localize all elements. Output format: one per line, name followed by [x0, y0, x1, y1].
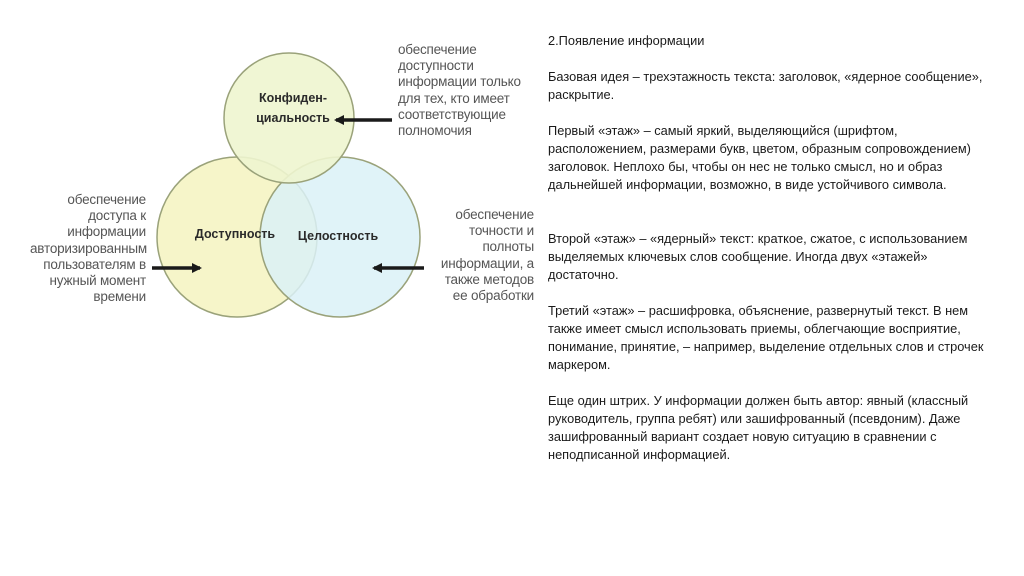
paragraph-author: Еще один штрих. У информации должен быть автор: явный (классный руководитель, группа ребят) или зашифрованный (псевдоним). Даже зашифрованный вариант создает новую ситуацию в сравнении с неподписанной информацией.: [548, 393, 969, 462]
paragraph-second-floor: Второй «этаж» – «ядерный» текст: краткое, сжатое, с использованием выделяемых ключевых слов сообщение. Иногда двух «этажей» достаточно.: [548, 231, 968, 282]
confidentiality-label: Конфиден- циальность: [256, 91, 330, 125]
paragraph-third-floor: Третий «этаж» – расшифровка, объяснение, развернутый текст. В нем также имеет смысл использовать приемы, облегчающие восприятие, понимание, принятие, – например, выделение отдельных слов и строчек маркером.: [548, 303, 984, 372]
text-column: [548, 32, 988, 482]
availability-label: Доступность: [194, 227, 276, 241]
section-title: 2.Появление информации: [548, 33, 705, 48]
integrity-label: Целостность: [297, 229, 379, 243]
paragraph-base-idea: Базовая идея – трехэтажность текста: заголовок, «ядерное сообщение», раскрытие.: [548, 69, 983, 102]
confidentiality-description: обеспечение доступности информации только для тех, кто имеет соответствующие полномочия: [398, 42, 521, 139]
paragraph-first-floor: Первый «этаж» – самый яркий, выделяющийся (шрифтом, расположением, размерами букв, цветом, образным сопровождением) заголовок. Неплохо бы, чтобы он нес не только смысл, но и образ дальнейшей информации, возможно, в виде устойчивого символа.: [548, 123, 971, 192]
integrity-description: обеспечение точности и полноты информации, а также методов ее обработки: [440, 207, 534, 304]
availability-description: обеспечение доступа к информации авторизированным пользователям в нужный момент времени: [30, 192, 147, 305]
